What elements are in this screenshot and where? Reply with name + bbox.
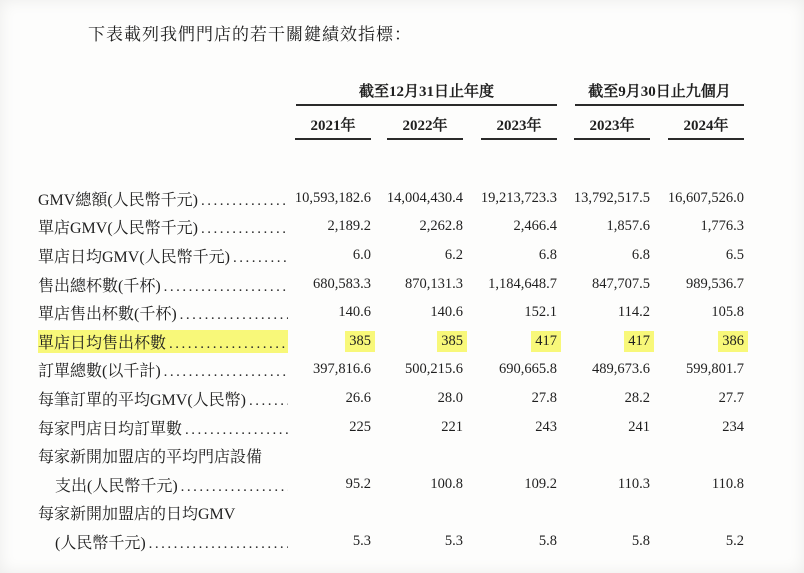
value-cell: 27.8	[531, 389, 557, 406]
value-cell: 13,792,517.5	[573, 189, 650, 206]
dot-leader	[249, 392, 288, 410]
value-cell-highlighted: 385	[371, 331, 463, 352]
table-row	[38, 213, 744, 242]
value-cell: 152.1	[524, 304, 557, 321]
value-cell: 599,801.7	[686, 361, 744, 378]
row-label: 每家新開加盟店的平均門店設備	[38, 449, 263, 467]
value-cell: 5.3	[352, 532, 371, 549]
year-header-2021: 2021年	[288, 114, 371, 140]
value-cell: 100.8	[430, 475, 463, 492]
value-cell: 105.8	[711, 304, 744, 321]
table-row-label-only	[38, 441, 744, 470]
value-cell: 6.8	[538, 246, 557, 263]
dot-leader	[181, 478, 288, 496]
value-cell: 5.3	[444, 532, 463, 549]
dot-leader	[164, 278, 288, 296]
value-cell: 243	[535, 418, 557, 435]
row-label: (人民幣千元)	[55, 534, 146, 552]
value-cell: 16,607,526.0	[667, 189, 744, 206]
table-row	[38, 241, 744, 270]
year-header-2022: 2022年	[371, 114, 463, 140]
row-label: 支出(人民幣千元)	[55, 477, 178, 495]
row-label: GMV總額(人民幣千元)	[38, 191, 198, 209]
table-row	[38, 470, 744, 499]
value-cell: 221	[441, 418, 463, 435]
year-header-2024-interim: 2024年	[650, 114, 744, 140]
value-cell: 397,816.6	[313, 361, 371, 378]
value-cell-highlighted: 417	[463, 331, 557, 352]
page-title: 下表載列我們門店的若干關鍵績效指標：	[88, 25, 412, 44]
dot-leader	[164, 363, 288, 381]
value-cell: 26.6	[345, 389, 371, 406]
value-cell: 140.6	[430, 304, 463, 321]
row-label: 每家新開加盟店的日均GMV	[38, 506, 236, 524]
year-header-2023-interim: 2023年	[557, 114, 650, 140]
dot-leader	[180, 306, 288, 324]
value-cell: 110.3	[617, 475, 650, 492]
column-group-nine-months: 截至9月30日止九個月	[575, 80, 744, 106]
year-header-row	[38, 106, 744, 140]
value-cell: 847,707.5	[592, 275, 650, 292]
value-cell-highlighted: 385	[288, 331, 371, 352]
value-cell-highlighted: 417	[557, 331, 650, 352]
table-row	[38, 184, 744, 213]
value-cell: 2,262.8	[419, 218, 463, 235]
dot-leader	[169, 335, 288, 353]
value-cell: 1,184,648.7	[488, 275, 557, 292]
table-row	[38, 298, 744, 327]
value-cell-highlighted: 386	[650, 331, 744, 352]
value-cell: 690,665.8	[499, 361, 557, 378]
value-cell: 6.8	[631, 246, 650, 263]
kpi-table	[38, 76, 744, 556]
value-cell: 109.2	[524, 475, 557, 492]
row-label: 單店售出杯數(千杯)	[38, 306, 177, 324]
row-label: 每家門店日均訂單數	[38, 420, 183, 438]
value-cell: 234	[722, 418, 744, 435]
value-cell: 19,213,723.3	[480, 189, 557, 206]
row-label: 每筆訂單的平均GMV(人民幣)	[38, 391, 246, 409]
dot-leader	[185, 421, 288, 439]
table-row	[38, 384, 744, 413]
value-cell: 6.2	[444, 246, 463, 263]
table-body	[38, 184, 744, 556]
value-cell: 114.2	[617, 304, 650, 321]
row-label: 售出總杯數(千杯)	[38, 277, 161, 295]
value-cell: 2,189.2	[327, 218, 371, 235]
row-label: 單店日均售出杯數	[38, 334, 167, 352]
value-cell: 2,466.4	[513, 218, 557, 235]
value-cell: 5.2	[725, 532, 744, 549]
column-group-header-row	[38, 76, 744, 106]
table-row-label-only	[38, 499, 744, 528]
dot-leader	[201, 192, 288, 210]
value-cell: 10,593,182.6	[294, 189, 371, 206]
value-cell: 5.8	[538, 532, 557, 549]
year-header-2023: 2023年	[463, 114, 557, 140]
table-row	[38, 527, 744, 556]
dot-leader	[149, 535, 288, 553]
table-row-highlighted	[38, 327, 744, 356]
column-group-annual: 截至12月31日止年度	[296, 80, 557, 106]
value-cell: 500,215.6	[405, 361, 463, 378]
value-cell: 241	[628, 418, 650, 435]
value-cell: 225	[349, 418, 371, 435]
value-cell: 1,776.3	[700, 218, 744, 235]
value-cell: 110.8	[711, 475, 744, 492]
dot-leader	[233, 249, 288, 267]
value-cell: 680,583.3	[313, 275, 371, 292]
dot-leader	[201, 220, 288, 238]
table-row	[38, 270, 744, 299]
value-cell: 989,536.7	[686, 275, 744, 292]
value-cell: 6.5	[725, 246, 744, 263]
row-label: 訂單總數(以千計)	[38, 363, 161, 381]
value-cell: 28.0	[437, 389, 463, 406]
value-cell: 14,004,430.4	[386, 189, 463, 206]
value-cell: 1,857.6	[606, 218, 650, 235]
value-cell: 27.7	[718, 389, 744, 406]
value-cell: 95.2	[345, 475, 371, 492]
row-label: 單店GMV(人民幣千元)	[38, 220, 198, 238]
value-cell: 870,131.3	[405, 275, 463, 292]
table-row	[38, 356, 744, 385]
value-cell: 6.0	[352, 246, 371, 263]
value-cell: 140.6	[338, 304, 371, 321]
value-cell: 489,673.6	[592, 361, 650, 378]
value-cell: 28.2	[624, 389, 650, 406]
table-row	[38, 413, 744, 442]
value-cell: 5.8	[631, 532, 650, 549]
row-label: 單店日均GMV(人民幣千元)	[38, 248, 230, 266]
